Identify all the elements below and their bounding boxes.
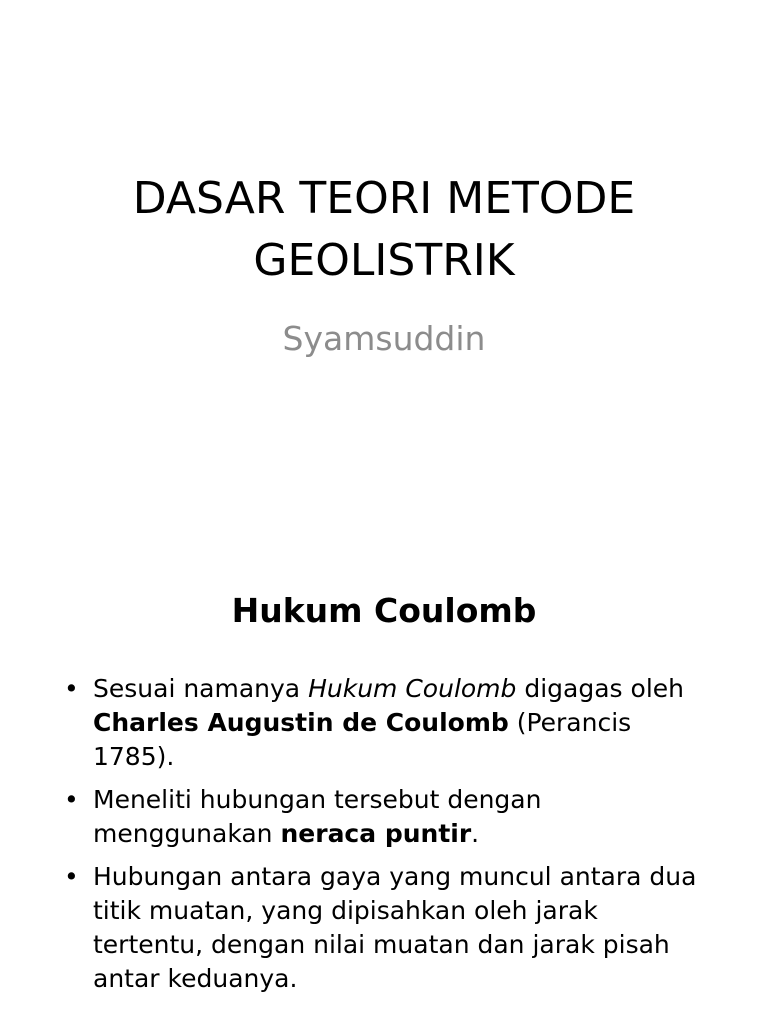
slide-title-line-2: GEOLISTRIK xyxy=(253,235,515,286)
bullet-item-2 xyxy=(60,783,700,851)
bullet-dot-icon: • xyxy=(64,674,79,703)
bullet-1-bold: Charles Augustin de Coulomb xyxy=(93,708,509,737)
slide-heading: Hukum Coulomb xyxy=(231,591,537,630)
bullet-1-italic: Hukum Coulomb xyxy=(308,674,517,703)
bullet-2-text-b: . xyxy=(471,819,480,848)
bullet-2-text-a: Meneliti hubungan tersebut dengan menggunakan xyxy=(93,785,542,848)
bullet-2-bold: neraca puntir xyxy=(280,819,472,848)
content-slide xyxy=(0,560,768,1024)
slide-title-line-1: DASAR TEORI METODE xyxy=(132,173,636,224)
bullet-dot-icon: • xyxy=(64,862,79,891)
slide-title xyxy=(0,168,768,292)
bullet-3-text: Hubungan antara gaya yang muncul antara dua titik muatan, yang dipisahkan oleh jarak tertentu, dengan nilai muatan dan jarak pisah antar keduanya. xyxy=(93,862,697,993)
bullet-1-text-b: digagas oleh xyxy=(516,674,684,703)
bullet-item-1 xyxy=(60,672,700,774)
bullet-1-text-c: (Perancis 1785). xyxy=(93,708,632,771)
bullet-list xyxy=(60,672,700,1005)
bullet-item-3 xyxy=(60,860,700,996)
slide-subtitle-author: Syamsuddin xyxy=(282,319,486,358)
bullet-dot-icon: • xyxy=(64,785,79,814)
bullet-1-text-a: Sesuai namanya xyxy=(93,674,309,703)
